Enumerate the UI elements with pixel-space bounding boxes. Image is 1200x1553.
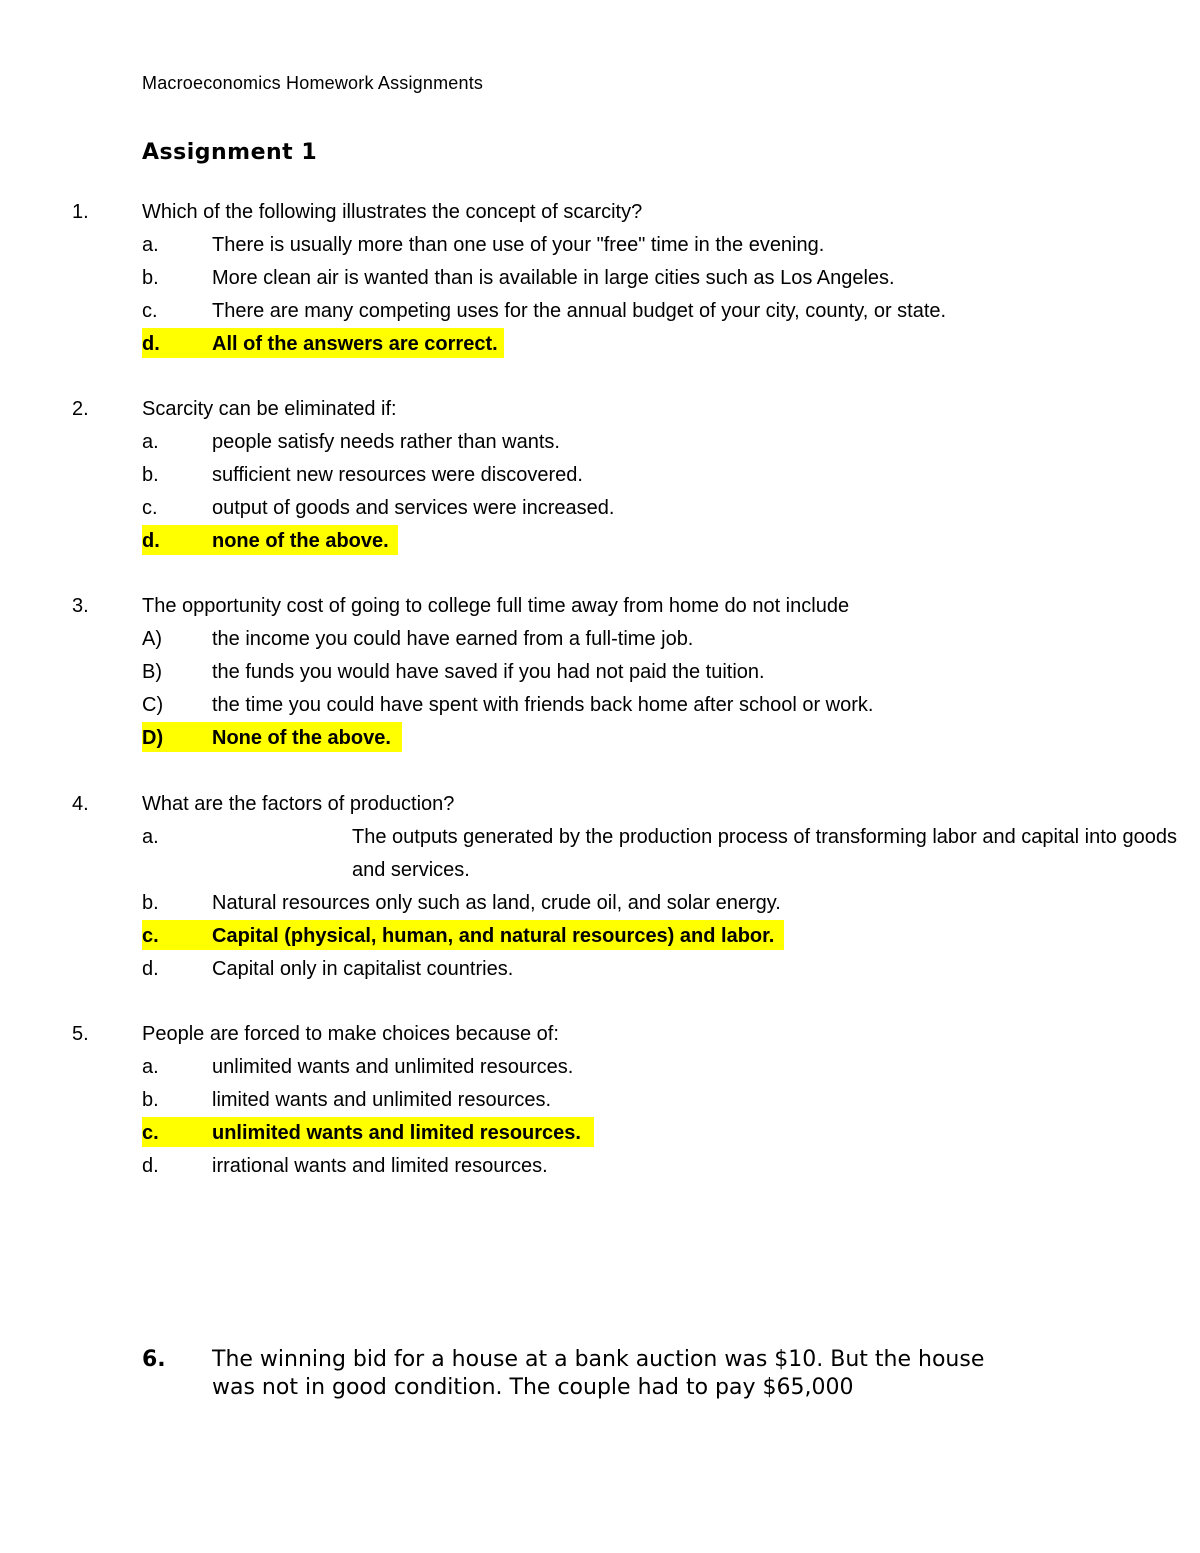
option-letter: b.	[142, 464, 159, 486]
question-text: The opportunity cost of going to college full time away from home do not include	[142, 595, 850, 617]
option-letter: d.	[142, 958, 159, 980]
option-text: The outputs generated by the production process of transforming labor and capital into goods and services.	[352, 826, 1177, 881]
option-a	[72, 426, 1122, 459]
option-d	[72, 953, 1122, 986]
question-5	[72, 1018, 1122, 1183]
question-number: 5.	[72, 1023, 89, 1045]
option-text: none of the above.	[212, 530, 389, 552]
option-text: None of the above.	[212, 727, 391, 749]
option-text: the funds you would have saved if you had not paid the tuition.	[212, 661, 765, 683]
option-c-answer	[72, 920, 1122, 953]
option-letter: b.	[142, 892, 159, 914]
option-letter: b.	[142, 267, 159, 289]
option-text: Natural resources only such as land, crude oil, and solar energy.	[212, 892, 781, 914]
option-c	[72, 689, 1122, 722]
option-letter: c.	[142, 300, 158, 322]
option-b	[72, 262, 1122, 295]
option-letter: a.	[142, 431, 159, 453]
question-text: People are forced to make choices because of:	[142, 1023, 559, 1045]
option-c-answer	[72, 1117, 1122, 1150]
option-text: sufficient new resources were discovered.	[212, 464, 583, 486]
option-letter: B)	[142, 661, 162, 683]
option-b	[72, 1084, 1122, 1117]
option-b	[72, 656, 1122, 689]
option-letter: A)	[142, 628, 162, 650]
question-1	[72, 196, 1122, 361]
option-text: limited wants and unlimited resources.	[212, 1089, 552, 1111]
option-a	[72, 229, 1122, 262]
question-2	[72, 393, 1122, 558]
option-text: output of goods and services were increased.	[212, 497, 615, 519]
question-number: 2.	[72, 398, 89, 420]
option-letter: c.	[142, 1122, 159, 1144]
option-c	[72, 295, 1122, 328]
option-b	[72, 459, 1122, 492]
option-letter: c.	[142, 497, 158, 519]
option-d-answer	[72, 328, 1122, 361]
option-letter: d.	[142, 530, 160, 552]
option-text: unlimited wants and limited resources.	[212, 1122, 581, 1144]
option-a	[72, 821, 1177, 887]
question-number: 4.	[72, 793, 89, 815]
option-letter: a.	[142, 1056, 159, 1078]
option-text: More clean air is wanted than is available in large cities such as Los Angeles.	[212, 267, 895, 289]
option-text: unlimited wants and unlimited resources.	[212, 1056, 574, 1078]
option-letter: d.	[142, 1155, 159, 1177]
option-d-answer	[72, 722, 1122, 755]
question-3	[72, 590, 1122, 755]
page-header: Macroeconomics Homework Assignments	[142, 73, 484, 93]
question-4	[72, 788, 1177, 986]
option-text: There is usually more than one use of your "free" time in the evening.	[212, 234, 825, 256]
question-number: 3.	[72, 595, 89, 617]
question-text: What are the factors of production?	[142, 793, 455, 815]
question-text: Which of the following illustrates the concept of scarcity?	[142, 201, 643, 223]
question-text: The winning bid for a house at a bank auction was $10. But the house was not in good condition. The couple had to pay $65,000	[212, 1347, 985, 1400]
question-number: 6.	[142, 1347, 166, 1372]
question-number: 1.	[72, 201, 89, 223]
option-letter: d.	[142, 333, 160, 355]
option-text: the income you could have earned from a full-time job.	[212, 628, 694, 650]
option-text: the time you could have spent with friends back home after school or work.	[212, 694, 874, 716]
option-a	[72, 1051, 1122, 1084]
option-b	[72, 887, 1122, 920]
option-letter: c.	[142, 925, 159, 947]
assignment-heading: Assignment 1	[142, 140, 318, 165]
option-d-answer	[72, 525, 1122, 558]
option-a	[72, 623, 1122, 656]
option-text: irrational wants and limited resources.	[212, 1155, 548, 1177]
option-d	[72, 1150, 1122, 1183]
option-text: There are many competing uses for the annual budget of your city, county, or state.	[212, 300, 947, 322]
question-text: Scarcity can be eliminated if:	[142, 398, 397, 420]
option-letter: b.	[142, 1089, 159, 1111]
option-text: All of the answers are correct.	[212, 333, 498, 355]
option-letter: D)	[142, 727, 164, 749]
option-text: people satisfy needs rather than wants.	[212, 431, 560, 453]
option-text: Capital (physical, human, and natural resources) and labor.	[212, 925, 775, 947]
option-letter: a.	[142, 234, 159, 256]
option-letter: C)	[142, 694, 164, 716]
option-text: Capital only in capitalist countries.	[212, 958, 514, 980]
option-c	[72, 492, 1122, 525]
option-letter: a.	[142, 826, 159, 848]
